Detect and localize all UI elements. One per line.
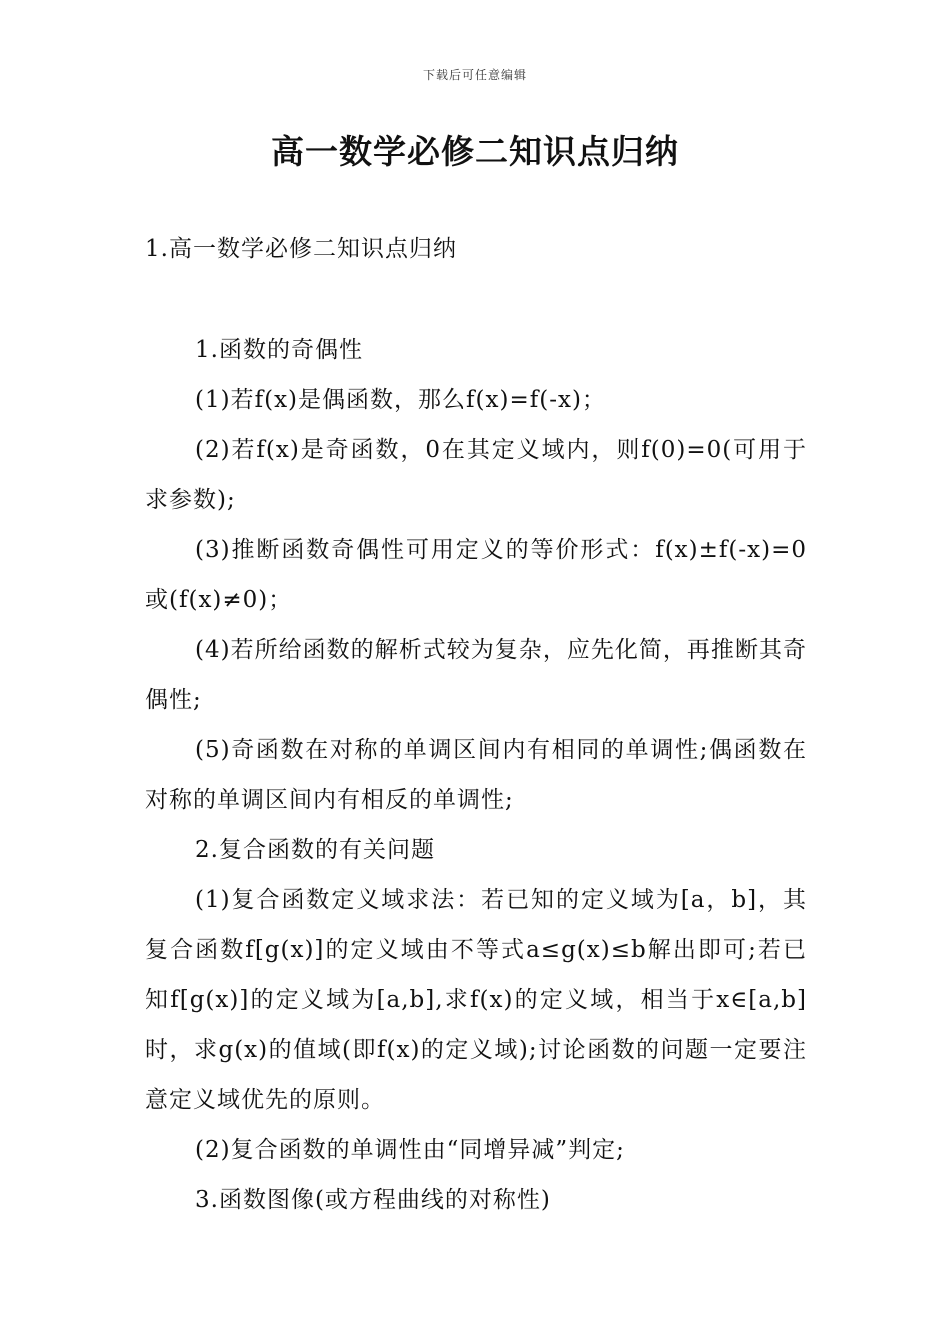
paragraph-monotonicity: (5)奇函数在对称的单调区间内有相同的单调性;偶函数在对称的单调区间内有相反的单调性;: [145, 737, 807, 813]
paragraph-composite-domain: (1)复合函数定义域求法：若已知的定义域为[a，b]，其复合函数f[g(x)]的定义域由不等式a≤g(x)≤b解出即可;若已知f[g(x)]的定义域为[a,b],求f(x)的定义域，相当于x∈[a,b]时，求g(x)的值域(即f(x)的定义域);讨论函数的问题一定要注意定义域优先的原则。: [145, 887, 807, 1113]
document-title: 高一数学必修二知识点归纳: [271, 132, 679, 171]
paragraph-simplify-first: (4)若所给函数的解析式较为复杂，应先化简，再推断其奇偶性;: [145, 637, 807, 713]
paragraph-even-function: (1)若f(x)是偶函数，那么f(x)=f(-x)；: [195, 387, 606, 413]
document-body: [145, 325, 807, 1225]
header-note: 下载后可任意编辑: [422, 68, 527, 82]
section-heading: 1.高一数学必修二知识点归纳: [145, 236, 457, 262]
paragraph-graph-symmetry: 3.函数图像(或方程曲线的对称性): [195, 1187, 551, 1213]
paragraph-composite-functions: 2.复合函数的有关问题: [195, 837, 435, 863]
paragraph-function-parity: 1.函数的奇偶性: [195, 337, 363, 363]
paragraph-parity-test: (3)推断函数奇偶性可用定义的等价形式：f(x)±f(-x)=0或(f(x)≠0)；: [145, 537, 807, 613]
paragraph-composite-monotonicity: (2)复合函数的单调性由“同增异减”判定;: [195, 1137, 625, 1163]
paragraph-odd-function: (2)若f(x)是奇函数，0在其定义域内，则f(0)=0(可用于求参数);: [145, 437, 807, 513]
